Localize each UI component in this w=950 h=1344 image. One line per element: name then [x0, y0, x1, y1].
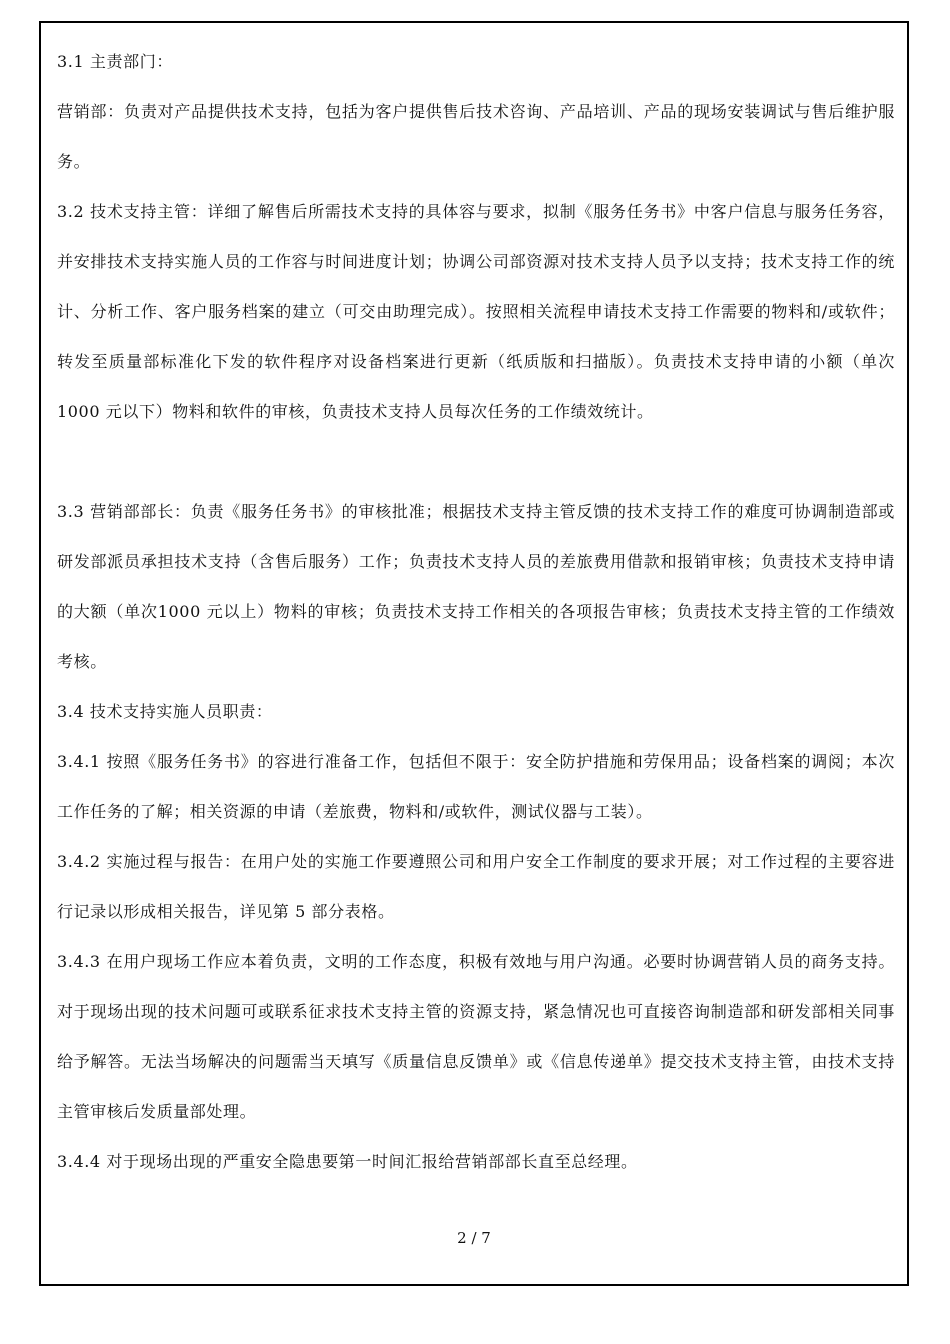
- section-3-4-1-paragraph: 3.4.1 按照《服务任务书》的容进行准备工作，包括但不限于：安全防护措施和劳保用品；设备档案的调阅；本次工作任务的了解；相关资源的申请（差旅费，物料和/或软件，测试仪器与工装）。: [57, 752, 895, 821]
- section-3-1-heading: 3.1 主责部门：: [57, 52, 173, 71]
- section-3-4-4-paragraph: 3.4.4 对于现场出现的严重安全隐患要第一时间汇报给营销部部长直至总经理。: [57, 1152, 638, 1171]
- section-3-2-paragraph: 3.2 技术支持主管：详细了解售后所需技术支持的具体容与要求，拟制《服务任务书》中客户信息与服务任务容，并安排技术支持实施人员的工作容与时间进度计划；协调公司部资源对技术支持人员予以支持；技术支持工作的统计、分析工作、客户服务档案的建立（可交由助理完成）。按照相关流程申请技术支持工作需要的物料和/或软件；转发至质量部标准化下发的软件程序对设备档案进行更新（纸质版和扫描版）。负责技术支持申请的小额（单次 1000 元以下）物料和软件的审核，负责技术支持人员每次任务的工作绩效统计。: [57, 202, 895, 421]
- section-3-4-2-paragraph: 3.4.2 实施过程与报告：在用户处的实施工作要遵照公司和用户安全工作制度的要求开展；对工作过程的主要容进行记录以形成相关报告，详见第 5 部分表格。: [57, 852, 895, 921]
- paragraph-gap: [57, 437, 895, 487]
- marketing-dept-paragraph: 营销部：负责对产品提供技术支持，包括为客户提供售后技术咨询、产品培训、产品的现场安装调试与售后维护服务。: [57, 102, 895, 171]
- section-3-4-3-paragraph: 3.4.3 在用户现场工作应本着负责，文明的工作态度，积极有效地与用户沟通。必要时协调营销人员的商务支持。对于现场出现的技术问题可或联系征求技术支持主管的资源支持，紧急情况也可直接咨询制造部和研发部相关同事给予解答。无法当场解决的问题需当天填写《质量信息反馈单》或《信息传递单》提交技术支持主管，由技术支持主管审核后发质量部处理。: [57, 952, 895, 1121]
- section-3-3-paragraph: 3.3 营销部部长：负责《服务任务书》的审核批准；根据技术支持主管反馈的技术支持工作的难度可协调制造部或研发部派员承担技术支持（含售后服务）工作；负责技术支持人员的差旅费用借款和报销审核；负责技术支持申请的大额（单次1000 元以上）物料的审核；负责技术支持工作相关的各项报告审核；负责技术支持主管的工作绩效考核。: [57, 502, 895, 671]
- page-frame: [39, 21, 909, 1286]
- page-number: 2 / 7: [457, 1229, 491, 1247]
- section-3-4-heading: 3.4 技术支持实施人员职责：: [57, 702, 273, 721]
- document-body: [57, 37, 895, 1187]
